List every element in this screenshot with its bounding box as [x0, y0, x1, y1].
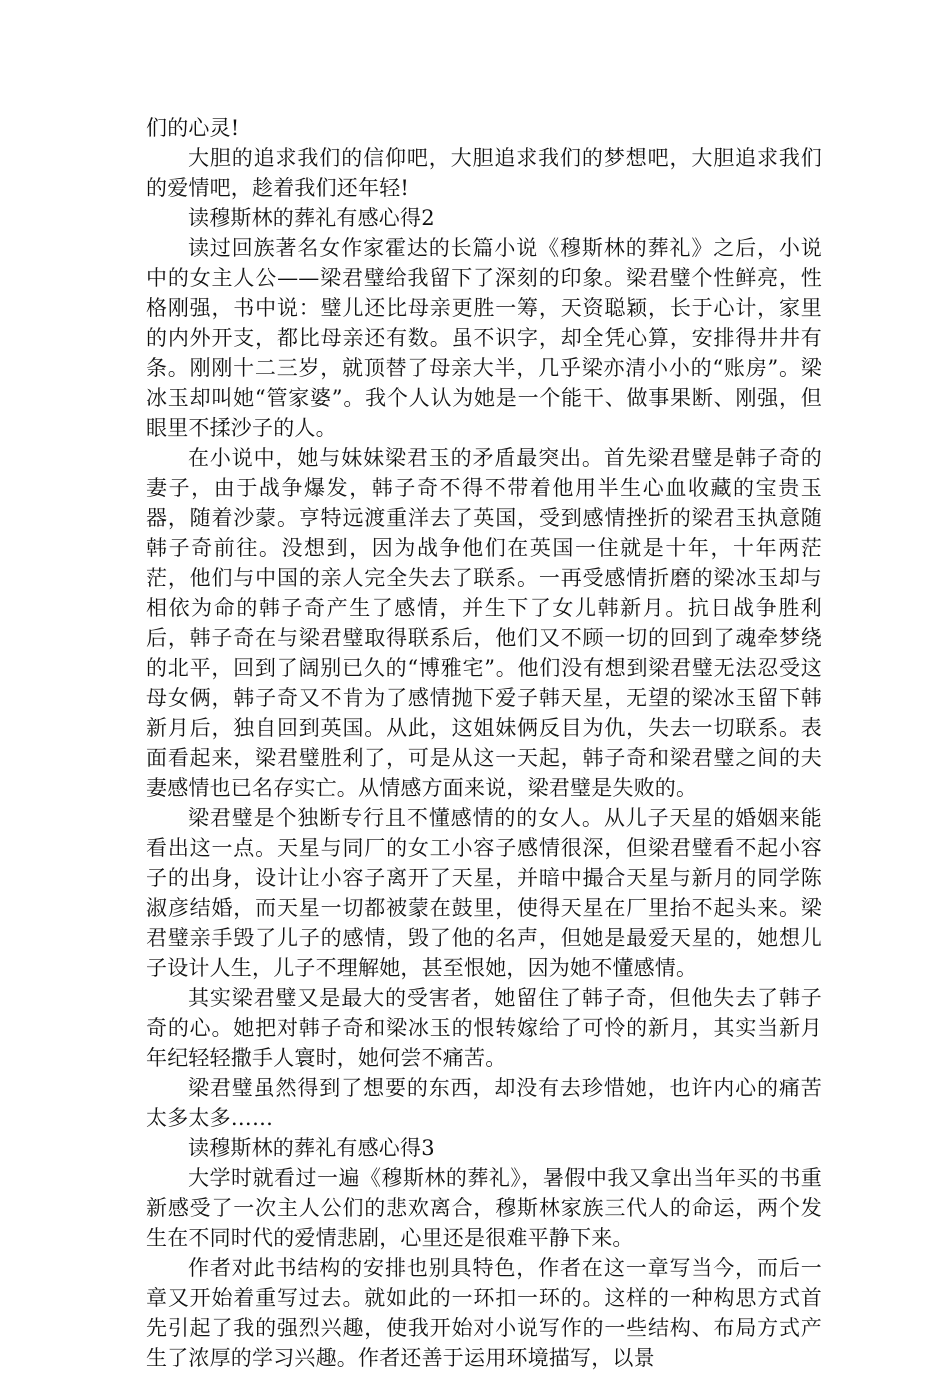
document-body [146, 113, 822, 1373]
paragraph-continuation: 们的心灵! [146, 116, 240, 140]
paragraph: 作者对此书结构的安排也别具特色，作者在这一章写当今，而后一章又开始着重写过去。就如此的一环扣一环的。这样的一种构思方式首先引起了我的强烈兴趣，使我开始对小说写作的一些结构、布局方式产生了浓厚的学习兴趣。作者还善于运用环境描写，以景 [146, 1256, 822, 1370]
section-heading: 读穆斯林的葬礼有感心得3 [188, 1136, 435, 1160]
paragraph: 大学时就看过一遍《穆斯林的葬礼》，暑假中我又拿出当年买的书重新感受了一次主人公们的悲欢离合，穆斯林家族三代人的命运，两个发生在不同时代的爱情悲剧，心里还是很难平静下来。 [146, 1166, 822, 1250]
paragraph: 大胆的追求我们的信仰吧，大胆追求我们的梦想吧，大胆追求我们的爱情吧，趁着我们还年轻! [146, 146, 822, 200]
paragraph: 梁君璧是个独断专行且不懂感情的的女人。从儿子天星的婚姻来能看出这一点。天星与同厂的女工小容子感情很深，但梁君璧看不起小容子的出身，设计让小容子离开了天星，并暗中撮合天星与新月的同学陈淑彦结婚，而天星一切都被蒙在鼓里，使得天星在厂里抬不起头来。梁君璧亲手毁了儿子的感情，毁了他的名声，但她是最爱天星的，她想儿子设计人生，儿子不理解她，甚至恨她，因为她不懂感情。 [146, 806, 822, 980]
paragraph: 其实梁君璧又是最大的受害者，她留住了韩子奇，但他失去了韩子奇的心。她把对韩子奇和梁冰玉的恨转嫁给了可怜的新月，其实当新月年纪轻轻撒手人寰时，她何尝不痛苦。 [146, 986, 822, 1070]
paragraph: 梁君璧虽然得到了想要的东西，却没有去珍惜她，也许内心的痛苦太多太多…… [146, 1076, 822, 1130]
paragraph: 读过回族著名女作家霍达的长篇小说《穆斯林的葬礼》之后，小说中的女主人公——梁君璧给我留下了深刻的印象。梁君璧个性鲜亮，性格刚强，书中说：璧儿还比母亲更胜一筹，天资聪颖，长于心计，家里的内外开支，都比母亲还有数。虽不识字，却全凭心算，安排得井井有条。刚刚十二三岁，就顶替了母亲大半，几乎梁亦清小小的“账房”。梁冰玉却叫她“管家婆”。我个人认为她是一个能干、做事果断、刚强，但眼里不揉沙子的人。 [146, 236, 822, 440]
paragraph: 在小说中，她与妹妹梁君玉的矛盾最突出。首先梁君璧是韩子奇的妻子，由于战争爆发，韩子奇不得不带着他用半生心血收藏的宝贵玉器，随着沙蒙。亨特远渡重洋去了英国，受到感情挫折的梁君玉执意随韩子奇前往。没想到，因为战争他们在英国一住就是十年，十年两茫茫，他们与中国的亲人完全失去了联系。一再受感情折磨的梁冰玉却与相依为命的韩子奇产生了感情，并生下了女儿韩新月。抗日战争胜利后，韩子奇在与梁君璧取得联系后，他们又不顾一切的回到了魂牵梦绕的北平，回到了阔别已久的“博雅宅”。他们没有想到梁君璧无法忍受这母女俩，韩子奇又不肯为了感情抛下爱子韩天星，无望的梁冰玉留下韩新月后，独自回到英国。从此，这姐妹俩反目为仇，失去一切联系。表面看起来，梁君璧胜利了，可是从这一天起，韩子奇和梁君璧之间的夫妻感情也已名存实亡。从情感方面来说，梁君璧是失败的。 [146, 446, 822, 800]
section-heading: 读穆斯林的葬礼有感心得2 [188, 206, 435, 230]
